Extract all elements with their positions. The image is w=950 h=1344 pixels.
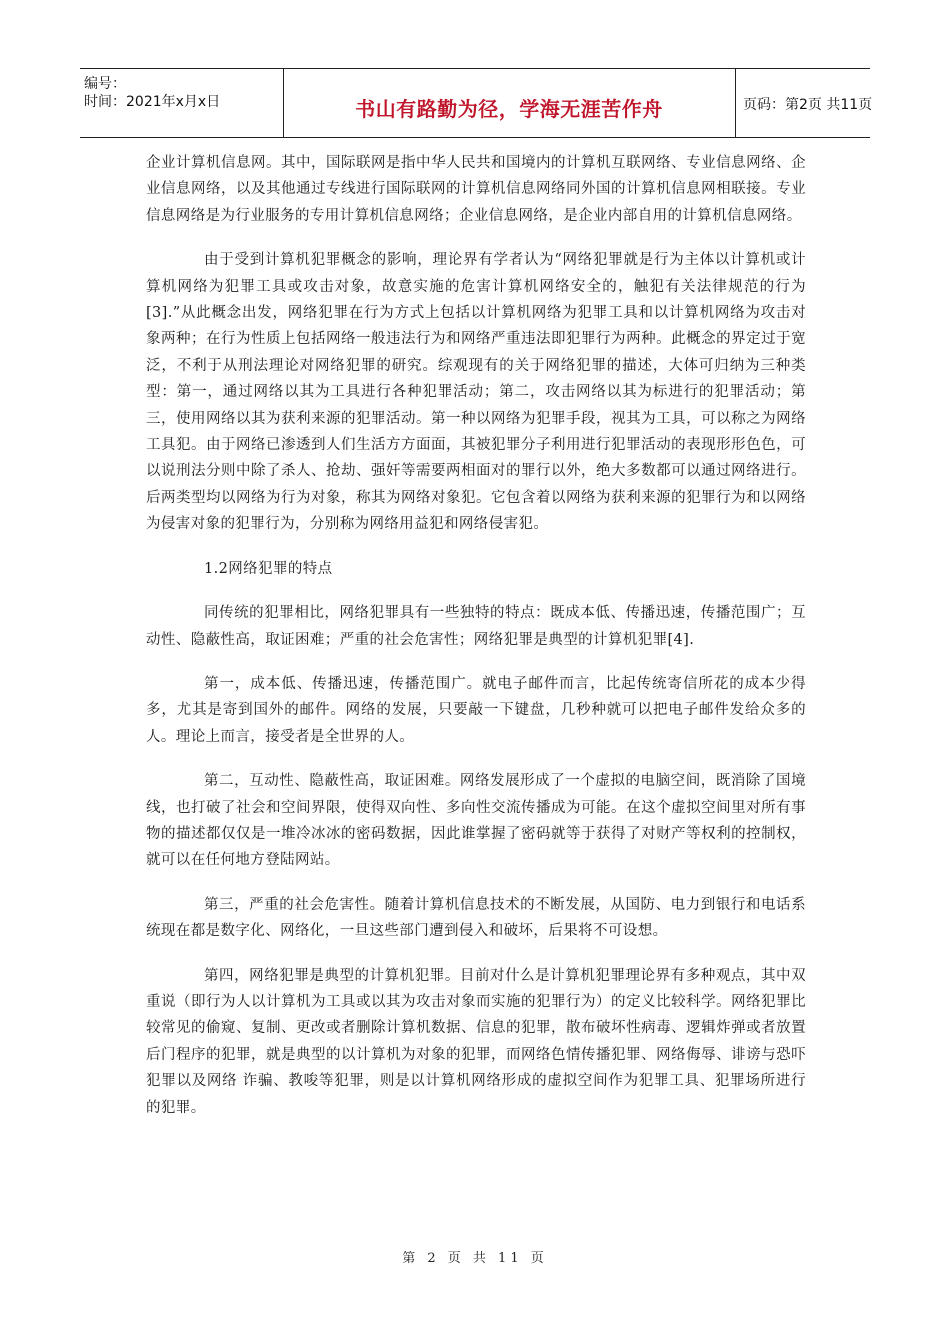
paragraph-point-two: 第二，互动性、隐蔽性高，取证困难。网络发展形成了一个虚拟的电脑空间，既消除了国境线，也打破了社会和空间界限，使得双向性、多向性交流传播成为可能。在这个虚拟空间里对所有事物的描述都仅仅是一堆冷冰冰的密码数据，因此谁掌握了密码就等于获得了对财产等权利的控制权，就可以在任何地方登陆网站。 bbox=[146, 773, 806, 869]
header-page-number: 页码：第2页 共11页 bbox=[743, 97, 873, 113]
header-meta-cell bbox=[80, 69, 284, 137]
section-heading: 1.2网络犯罪的特点 bbox=[204, 560, 333, 577]
document-time-label: 时间：2021年x月x日 bbox=[84, 94, 221, 110]
header-page-cell bbox=[735, 69, 873, 137]
paragraph-point-four: 第四，网络犯罪是典型的计算机犯罪。目前对什么是计算机犯罪理论界有多种观点，其中双重说（即行为人以计算机为工具或以其为攻击对象而实施的犯罪行为）的定义比较科学。网络犯罪比较常见的偷窥、复制、更改或者删除计算机数据、信息的犯罪，散布破坏性病毒、逻辑炸弹或者放置后门程序的犯罪，就是典型的以计算机为对象的犯罪，而网络色情传播犯罪、网络侮辱、诽谤与恐吓犯罪以及网络 诈骗、教唆等犯罪，则是以计算机网络形成的虚拟空间作为犯罪工具、犯罪场所进行的犯罪。 bbox=[146, 967, 806, 1116]
document-body bbox=[146, 150, 806, 1139]
header-motto-cell bbox=[283, 69, 736, 137]
document-number-label: 编号： bbox=[84, 76, 126, 92]
paragraph-continuation: 企业计算机信息网。其中，国际联网是指中华人民共和国境内的计算机互联网络、专业信息网络、企业信息网络，以及其他通过专线进行国际联网的计算机信息网络同外国的计算机信息网相联接。专业信息网络是为行业服务的专用计算机信息网络；企业信息网络，是企业内部自用的计算机信息网络。 bbox=[146, 155, 806, 224]
page-footer: 第 2 页 共 11 页 bbox=[402, 1251, 548, 1266]
paragraph-overview: 同传统的犯罪相比，网络犯罪具有一些独特的特点：既成本低、传播迅速，传播范围广；互动性、隐蔽性高，取证困难；严重的社会危害性；网络犯罪是典型的计算机犯罪[4]. bbox=[146, 605, 806, 648]
page-header bbox=[80, 68, 873, 138]
paragraph-definition: 由于受到计算机犯罪概念的影响，理论界有学者认为“网络犯罪就是行为主体以计算机或计算机网络为犯罪工具或攻击对象，故意实施的危害计算机网络安全的，触犯有关法律规范的行为[3].”从此概念出发，网络犯罪在行为方式上包括以计算机网络为犯罪工具和以计算机网络为攻击对象两种；在行为性质上包括网络一般违法行为和网络严重违法即犯罪行为两种。此概念的界定过于宽泛，不利于从刑法理论对网络犯罪的研究。综观现有的关于网络犯罪的描述，大体可归纳为三种类型：第一，通过网络以其为工具进行各种犯罪活动；第二，攻击网络以其为标进行的犯罪活动；第三，使用网络以其为获利来源的犯罪活动。第一种以网络为犯罪手段，视其为工具，可以称之为网络工具犯。由于网络已渗透到人们生活方方面面，其被犯罪分子利用进行犯罪活动的表现形形色色，可以说刑法分则中除了杀人、抢劫、强奸等需要两相面对的罪行以外，绝大多数都可以通过网络进行。后两类型均以网络为行为对象，称其为网络对象犯。它包含着以网络为获利来源的犯罪行为和以网络为侵害对象的犯罪行为，分别称为网络用益犯和网络侵害犯。 bbox=[146, 252, 806, 533]
paragraph-point-three: 第三，严重的社会危害性。随着计算机信息技术的不断发展，从国防、电力到银行和电话系统现在都是数字化、网络化，一旦这些部门遭到侵入和破坏，后果将不可设想。 bbox=[146, 896, 806, 940]
header-motto: 书山有路勤为径，学海无涯苦作舟 bbox=[355, 97, 663, 121]
paragraph-point-one: 第一，成本低、传播迅速，传播范围广。就电子邮件而言，比起传统寄信所花的成本少得多，尤其是寄到国外的邮件。网络的发展，只要敲一下键盘，几秒种就可以把电子邮件发给众多的人。理论上而言，接受者是全世界的人。 bbox=[146, 675, 806, 745]
